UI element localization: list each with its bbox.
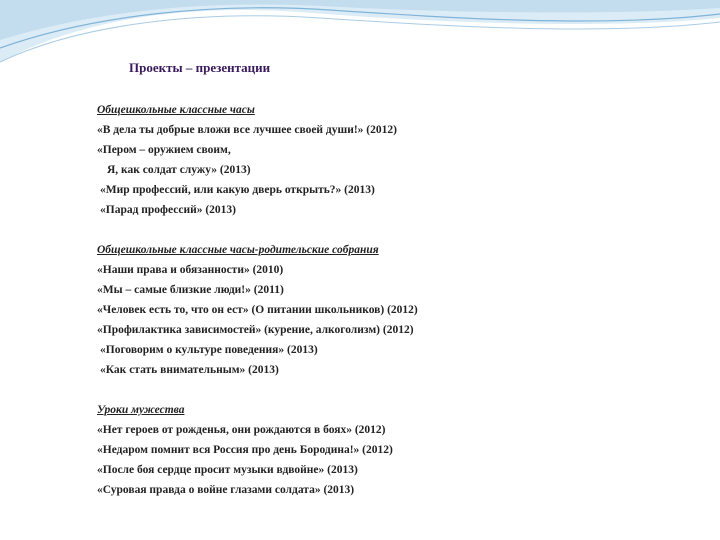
section-heading: Общешкольные классные часы-родительские собрания bbox=[97, 244, 379, 256]
slide-title: Проекты – презентации bbox=[129, 60, 271, 75]
list-item: Я, как солдат служу» (2013) bbox=[107, 164, 251, 176]
list-item: «Пером – оружием своим, bbox=[97, 144, 231, 156]
wave-decoration bbox=[0, 0, 720, 90]
list-item: «Поговорим о культуре поведения» (2013) bbox=[100, 344, 318, 356]
list-item: «Как стать внимательным» (2013) bbox=[100, 364, 279, 376]
list-item: «В дела ты добрые вложи все лучшее своей души!» (2012) bbox=[97, 124, 397, 136]
list-item: «Профилактика зависимостей» (курение, алкоголизм) (2012) bbox=[97, 324, 414, 336]
section-heading: Общешкольные классные часы bbox=[97, 104, 255, 116]
list-item: «Суровая правда о войне глазами солдата» (2013) bbox=[97, 484, 355, 496]
list-item: «Мы – самые близкие люди!» (2011) bbox=[97, 284, 284, 296]
list-item: «Нет героев от рожденья, они рождаются в боях» (2012) bbox=[97, 424, 386, 436]
list-item: «Наши права и обязанности» (2010) bbox=[97, 264, 284, 276]
section-heading: Уроки мужества bbox=[97, 404, 185, 416]
projects-list bbox=[97, 100, 657, 500]
list-item: «Парад профессий» (2013) bbox=[100, 204, 237, 216]
list-item: «Недаром помнит вся Россия про день Бородина!» (2012) bbox=[97, 444, 393, 456]
list-item: «Мир профессий, или какую дверь открыть?» (2013) bbox=[100, 184, 375, 196]
list-item: «После боя сердце просит музыки вдвойне» (2013) bbox=[97, 464, 358, 476]
list-item: «Человек есть то, что он ест» (О питании школьников) (2012) bbox=[97, 304, 418, 316]
